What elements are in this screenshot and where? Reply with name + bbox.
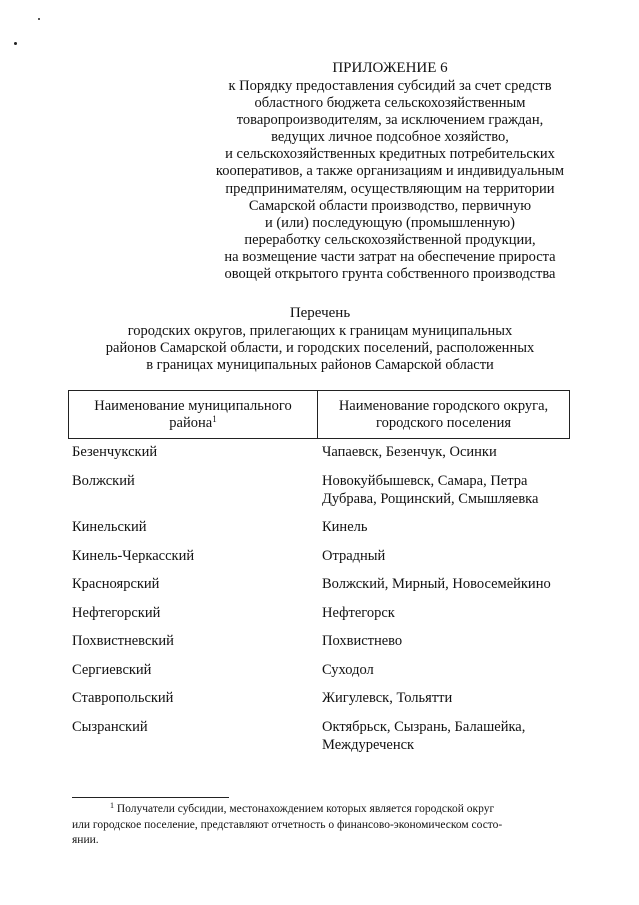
appendix-subtitle-line: к Порядку предоставления субсидий за счет средств [228, 78, 552, 94]
city-line: Чапаевск, Безенчук, Осинки [322, 444, 497, 460]
city-names [322, 633, 572, 651]
appendix-subtitle-line: овощей открытого грунта собственного производства [224, 266, 556, 283]
appendix-subtitle-line: кооперативов, а также организациям и индивидуальным [215, 163, 565, 180]
footnote-line [72, 802, 567, 818]
appendix-subtitle [185, 78, 595, 283]
column-header-city-line: Наименование городского округа, [338, 398, 549, 414]
column-header-district-word: района [169, 415, 213, 431]
district-name: Ставропольский [72, 690, 174, 706]
city-names [322, 719, 572, 754]
list-description-line: районов Самарской области, и городских поселений, расположенных [105, 340, 535, 357]
list-heading: Перечень [289, 305, 351, 321]
city-line: Октябрьск, Сызрань, Балашейка, [322, 719, 526, 735]
city-names [322, 444, 572, 462]
column-header-district-line [69, 415, 317, 432]
city-names [322, 605, 572, 623]
footnote-line: янии. [72, 834, 99, 847]
list-description [90, 323, 550, 375]
column-header-city [318, 391, 569, 438]
city-names [322, 576, 572, 594]
list-description-line: городских округов, прилегающих к границам муниципальных [127, 323, 513, 339]
appendix-subtitle-line: ведущих личное подсобное хозяйство, [271, 129, 509, 146]
appendix-subtitle-line: предпринимателям, осуществляющим на территории [225, 180, 555, 197]
appendix-subtitle-line: на возмещение части затрат на обеспечение прироста [224, 248, 556, 265]
appendix-subtitle-line: товаропроизводителям, за исключением граждан, [236, 112, 544, 129]
district-name: Нефтегорский [72, 605, 161, 621]
city-line: Новокуйбышевск, Самара, Петра [322, 473, 528, 489]
column-header-city-line: городского поселения [375, 415, 512, 431]
footnote-reference: 1 [212, 414, 217, 424]
district-name: Сергиевский [72, 662, 152, 678]
list-description-line: в границах муниципальных районов Самарской области [146, 357, 494, 374]
appendix-subtitle-line: и сельскохозяйственных кредитных потребительских [225, 146, 555, 163]
city-names [322, 473, 572, 508]
appendix-subtitle-line: областного бюджета сельскохозяйственным [254, 95, 526, 112]
table-header [68, 390, 570, 439]
city-line: Междуреченск [322, 736, 415, 753]
scan-speck [14, 42, 17, 45]
column-header-district [69, 391, 318, 438]
district-name: Похвистневский [72, 633, 174, 649]
district-name: Красноярский [72, 576, 160, 592]
city-line: Кинель [322, 519, 368, 535]
district-name: Сызранский [72, 719, 148, 735]
city-line: Отрадный [322, 548, 386, 564]
city-line: Суходол [322, 662, 374, 678]
appendix-subtitle-line: Самарской области производство, первичную [248, 197, 532, 214]
district-name: Безенчукский [72, 444, 158, 460]
footnote-line: или городское поселение, представляют отчетность о финансово-экономическом состо- [72, 818, 503, 831]
appendix-subtitle-line: и (или) последующую (промышленную) [264, 214, 516, 231]
appendix-subtitle-line: переработку сельскохозяйственной продукции, [244, 231, 536, 248]
footnote-divider [72, 797, 229, 798]
footnote-mark: 1 [110, 801, 114, 810]
city-names [322, 662, 572, 680]
city-names [322, 519, 572, 537]
city-line: Похвистнево [322, 633, 403, 649]
footnote [72, 802, 567, 849]
appendix-title: ПРИЛОЖЕНИЕ 6 [332, 60, 448, 76]
district-name: Волжский [72, 473, 135, 489]
city-line: Дубрава, Рощинский, Смышляевка [322, 490, 539, 507]
district-name: Кинельский [72, 519, 147, 535]
footnote-text: Получатели субсидии, местонахождением которых является городской округ [116, 803, 495, 815]
city-line: Нефтегорск [322, 605, 395, 621]
district-name: Кинель-Черкасский [72, 548, 195, 564]
city-line: Волжский, Мирный, Новосемейкино [322, 576, 551, 592]
scan-speck [38, 18, 40, 20]
city-names [322, 690, 572, 708]
city-names [322, 548, 572, 566]
city-line: Жигулевск, Тольятти [322, 690, 453, 706]
column-header-district-line: Наименование муниципального [94, 398, 292, 414]
